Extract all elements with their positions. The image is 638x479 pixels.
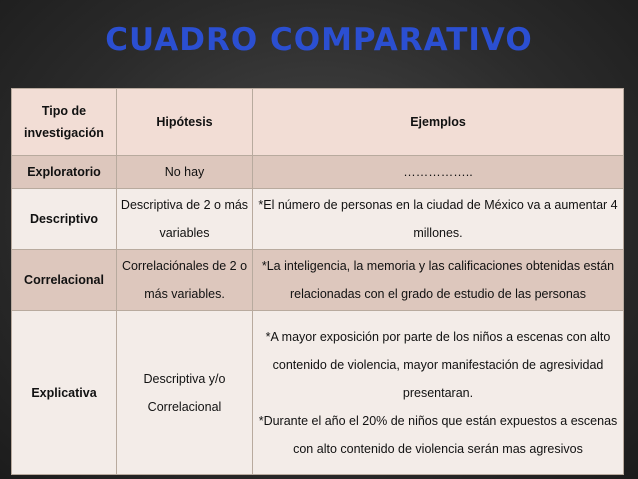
ejemplo-item: *Durante el año el 20% de niños que están expuestos a escenas con alto contenido de violencia serán mas agresivos <box>258 413 618 456</box>
header-tipo-line1: Tipo de <box>41 104 87 118</box>
row-ejemplo <box>253 311 624 475</box>
row-ejemplo: …………….. <box>253 156 624 189</box>
row-hipotesis: Descriptiva y/o Correlacional <box>117 311 253 475</box>
table-header-row <box>12 89 624 156</box>
row-tipo: Explicativa <box>12 311 117 475</box>
page-title: CUADRO COMPARATIVO <box>105 22 533 58</box>
header-tipo-line2: investigación <box>24 126 104 140</box>
row-ejemplo: *El número de personas en la ciudad de México va a aumentar 4 millones. <box>253 189 624 250</box>
ejemplo-item: *A mayor exposición por parte de los niños a escenas con alto contenido de violencia, mayor manifestación de agresividad presentaran. <box>265 329 611 400</box>
header-tipo <box>12 89 117 156</box>
table-row <box>12 189 624 250</box>
row-hipotesis: No hay <box>117 156 253 189</box>
header-hipotesis: Hipótesis <box>117 89 253 156</box>
row-tipo: Exploratorio <box>12 156 117 189</box>
table-row <box>12 311 624 475</box>
row-hipotesis: Descriptiva de 2 o más variables <box>117 189 253 250</box>
row-tipo: Descriptivo <box>12 189 117 250</box>
comparison-table <box>11 88 624 475</box>
row-hipotesis: Correlaciónales de 2 o más variables. <box>117 250 253 311</box>
header-ejemplos: Ejemplos <box>253 89 624 156</box>
table-row <box>12 156 624 189</box>
row-ejemplo: *La inteligencia, la memoria y las calificaciones obtenidas están relacionadas con el grado de estudio de las personas <box>253 250 624 311</box>
row-tipo: Correlacional <box>12 250 117 311</box>
table-row <box>12 250 624 311</box>
